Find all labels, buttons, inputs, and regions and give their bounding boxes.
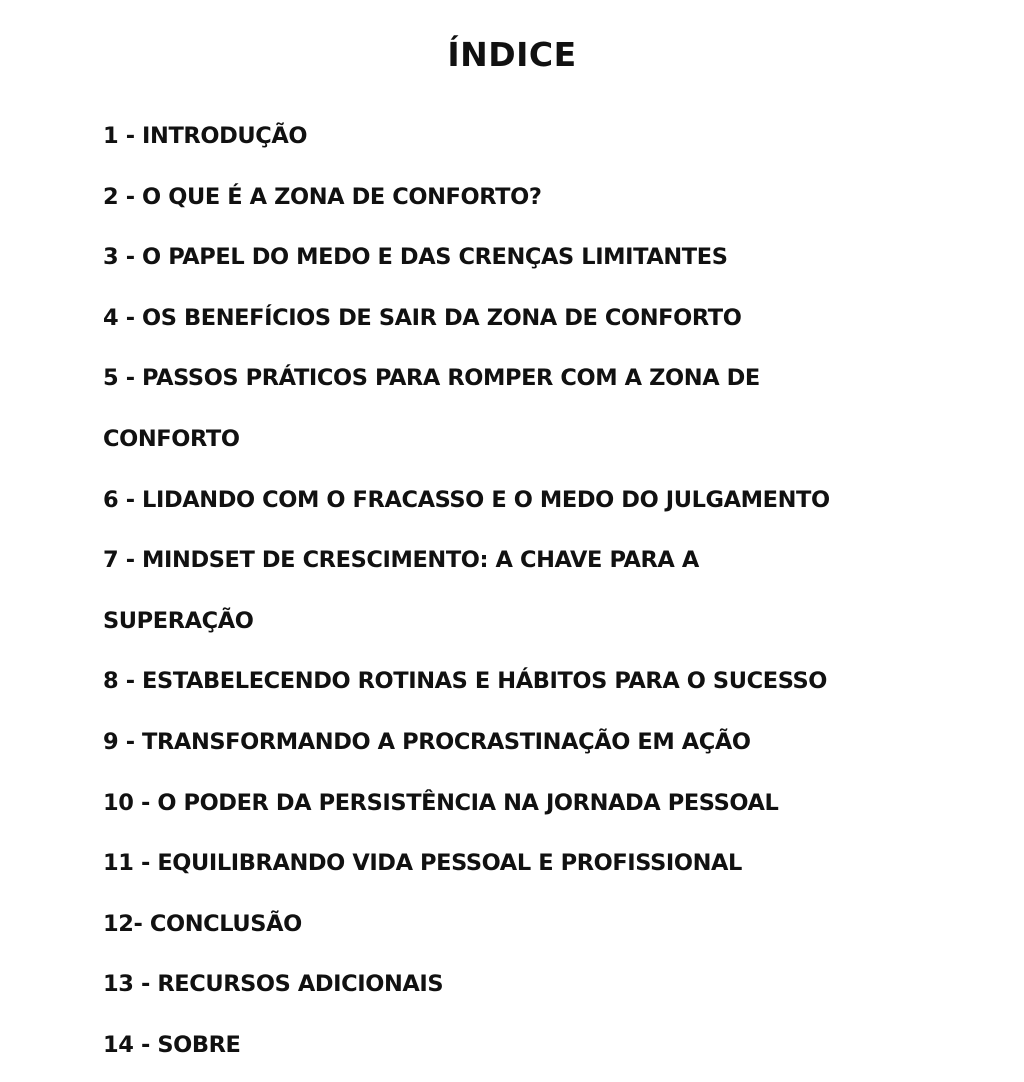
toc-entry-1: 1 - INTRODUÇÃO [103, 123, 308, 149]
toc-entry-12: 12- CONCLUSÃO [103, 910, 302, 937]
toc-entry-2: 2 - O QUE É A ZONA DE CONFORTO? [103, 183, 542, 210]
toc-entry-10: 10 - O PODER DA PERSISTÊNCIA NA JORNADA PESSOAL [103, 789, 779, 816]
toc-entry-14: 14 - SOBRE [103, 1031, 241, 1058]
toc-entry-5: 5 - PASSOS PRÁTICOS PARA ROMPER COM A ZONA DE [103, 365, 760, 392]
toc-entry-6: 6 - LIDANDO COM O FRACASSO E O MEDO DO JULGAMENTO [103, 486, 830, 513]
page-title: ÍNDICE [447, 35, 577, 74]
toc-entry-9: 9 - TRANSFORMANDO A PROCRASTINAÇÃO EM AÇÃO [103, 728, 751, 755]
toc-entry-8: 8 - ESTABELECENDO ROTINAS E HÁBITOS PARA O SUCESSO [103, 668, 828, 695]
toc-entry-7-continued: SUPERAÇÃO [103, 607, 254, 634]
toc-entry-7: 7 - MINDSET DE CRESCIMENTO: A CHAVE PARA A [103, 547, 699, 574]
table-of-contents [103, 106, 923, 1076]
toc-entry-5-continued: CONFORTO [103, 425, 240, 452]
toc-entry-4: 4 - OS BENEFÍCIOS DE SAIR DA ZONA DE CONFORTO [103, 304, 742, 331]
toc-entry-13: 13 - RECURSOS ADICIONAIS [103, 971, 444, 998]
toc-entry-11: 11 - EQUILIBRANDO VIDA PESSOAL E PROFISSIONAL [103, 850, 742, 877]
toc-entry-3: 3 - O PAPEL DO MEDO E DAS CRENÇAS LIMITANTES [103, 244, 728, 271]
